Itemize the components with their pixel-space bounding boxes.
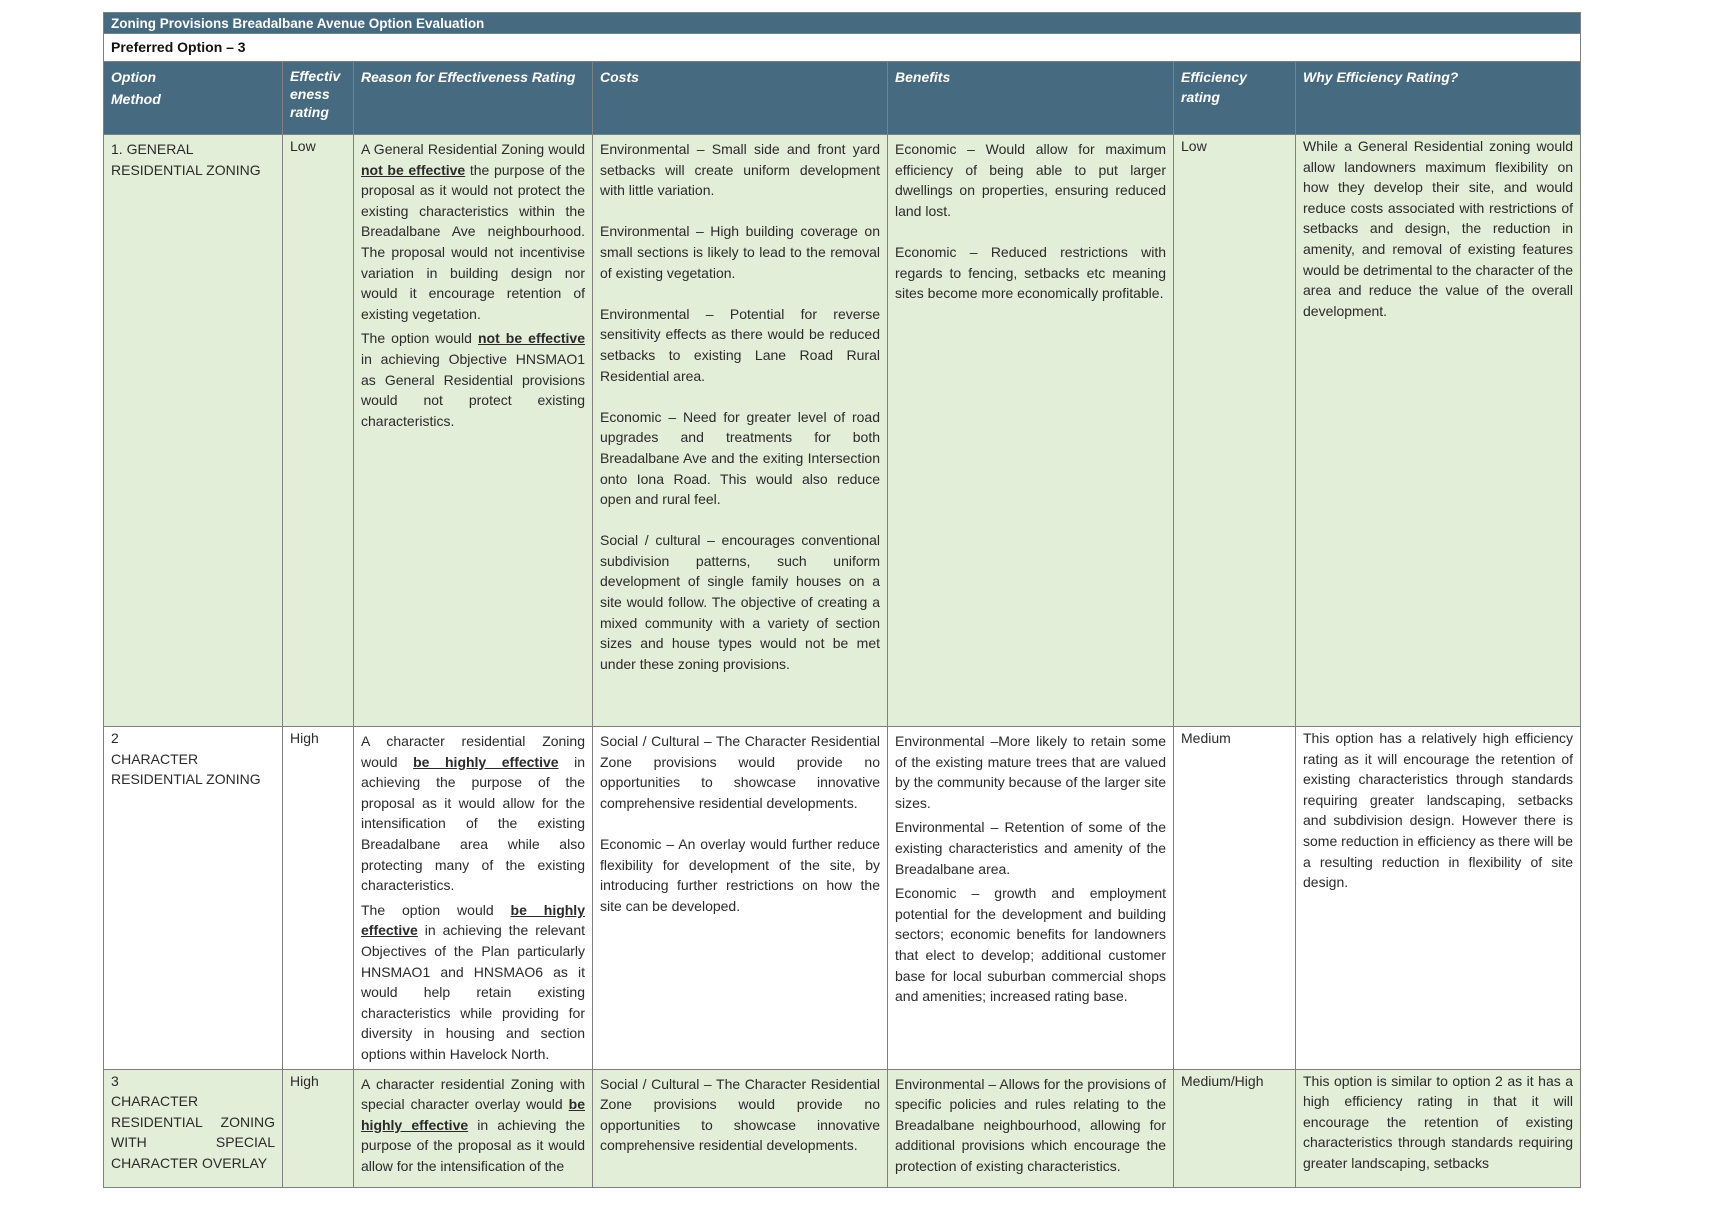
column-header-row [104, 62, 1581, 135]
table-row [104, 1069, 1581, 1187]
efficiency-rating-cell: Medium/High [1174, 1069, 1296, 1187]
cost-item: Environmental – Potential for reverse sensitivity effects as there would be reduced setbacks to existing Lane Road Rural Residential area. [600, 305, 880, 384]
option-method-cell [104, 1069, 283, 1187]
why-efficiency-cell: This option has a relatively high efficiency rating as it will encourage the retention of existing characteristics through standards requiring greater landscaping, setbacks and subdivision design. However there is some reduction in efficiency as there will be a resulting reduction in flexibility of site design. [1296, 727, 1581, 1070]
reason-paragraph: The option would be highly effective in achieving the relevant Objectives of the Plan particularly HNSMAO1 and HNSMAO6 as it would help retain existing characteristics while providing for diversity in housing and section options within Havelock North. [361, 901, 585, 1062]
cost-item: Environmental – High building coverage on small sections is likely to lead to the removal of existing vegetation. [600, 223, 880, 281]
efficiency-rating-cell: Medium [1174, 727, 1296, 1070]
reason-paragraph: The option would not be effective in achieving Objective HNSMAO1 as General Residential provisions would not protect existing characteristics. [361, 330, 585, 429]
header-effectiveness-part3: rating [290, 104, 329, 120]
preferred-option: Preferred Option – 3 [104, 34, 1581, 62]
effectiveness-emphasis: be highly effective [361, 1096, 585, 1133]
cost-item: Economic – An overlay would further reduce flexibility for development of the site, by introducing further restrictions on how the site can be developed. [600, 835, 880, 914]
table-row [104, 135, 1581, 727]
why-efficiency-cell: This option is similar to option 2 as it has a high efficiency rating in that it will encourage the retention of existing characteristics through standards requiring greater landscaping, setbacks [1296, 1069, 1581, 1187]
option-evaluation-table [103, 12, 1581, 1188]
header-effectiveness-part2: eness [290, 86, 330, 102]
option-name: GENERAL RESIDENTIAL ZONING [111, 141, 261, 178]
option-name: CHARACTER RESIDENTIAL ZONING WITH SPECIAL CHARACTER OVERLAY [111, 1093, 275, 1171]
effectiveness-emphasis: be highly effective [413, 753, 559, 770]
table-title-row [104, 13, 1581, 34]
option-name: CHARACTER RESIDENTIAL ZONING [111, 750, 261, 788]
reason-cell [354, 1069, 593, 1187]
preferred-option-row [104, 34, 1581, 62]
table-row [104, 727, 1581, 1070]
header-reason: Reason for Effectiveness Rating [354, 62, 593, 135]
cost-item: Economic – Need for greater level of road upgrades and treatments for both Breadalbane Ave and the exiting Intersection onto Iona Road. This would also reduce open and rural feel. [600, 408, 880, 508]
header-benefits: Benefits [888, 62, 1174, 135]
option-number: 3 [111, 1072, 119, 1089]
costs-cell [593, 1069, 888, 1187]
header-effectiveness-part1: Effectiv [290, 68, 341, 84]
cost-item: Social / Cultural – The Character Residential Zone provisions would provide no opportunities to showcase innovative comprehensive residential developments. [600, 733, 880, 811]
benefit-item: Economic – Reduced restrictions with regards to fencing, setbacks etc meaning sites become more economically profitable. [895, 243, 1166, 302]
option-method-cell [104, 727, 283, 1070]
efficiency-rating-cell: Low [1174, 135, 1296, 727]
effectiveness-emphasis: not be effective [361, 161, 466, 178]
benefit-item: Environmental –More likely to retain some of the existing mature trees that are valued by the community because of the larger site sizes. [895, 733, 1166, 811]
header-costs: Costs [593, 62, 888, 135]
costs-cell [593, 727, 888, 1070]
header-efficiency-rating: Efficiency rating [1174, 62, 1296, 135]
benefit-item: Economic – Would allow for maximum efficiency of being able to put larger dwellings on properties, ensuring reduced land lost. [895, 141, 1166, 219]
header-why-efficiency: Why Efficiency Rating? [1296, 62, 1581, 135]
benefit-item: Economic – growth and employment potential for the development and building sectors; economic benefits for landowners that elect to develop; additional customer base for local suburban commercial shops and amenities; increased rating base. [895, 885, 1166, 1005]
benefits-cell [888, 727, 1174, 1070]
why-efficiency-cell: While a General Residential zoning would allow landowners maximum flexibility on how they develop their site, and would reduce costs associated with restrictions of setbacks and design, the reduction in amenity, and removal of existing features would be detrimental to the character of the area and reduce the value of the overall development. [1296, 135, 1581, 727]
table-title: Zoning Provisions Breadalbane Avenue Option Evaluation [104, 13, 1581, 34]
cost-item: Social / Cultural – The Character Residential Zone provisions would provide no opportunities to showcase innovative comprehensive residential developments. [600, 1075, 880, 1154]
benefit-item: Environmental – Retention of some of the existing characteristics and amenity of the Breadalbane area. [895, 819, 1166, 877]
option-number: 2 [111, 730, 119, 746]
option-number: 1. [111, 141, 127, 157]
reason-paragraph: A character residential Zoning with special character overlay would be highly effective in achieving the purpose of the proposal as it would allow for the intensification of the [361, 1075, 585, 1174]
evaluation-table-container [103, 12, 1580, 1188]
reason-paragraph: A character residential Zoning would be highly effective in achieving the purpose of the proposal as it would allow for the intensification of the existing Breadalbane area while also protecting many of the existing characteristics. [361, 733, 585, 894]
header-effectiveness-rating [283, 62, 354, 135]
reason-paragraph: A General Residential Zoning would not be effective the purpose of the proposal as it would not protect the existing characteristics within the Breadalbane Ave neighbourhood. The proposal would not incentivise variation in building design nor would it encourage retention of existing vegetation. [361, 141, 585, 322]
effectiveness-emphasis: not be effective [477, 330, 585, 347]
effectiveness-emphasis: be highly effective [361, 901, 585, 939]
reason-cell [354, 135, 593, 727]
benefits-cell [888, 135, 1174, 727]
header-option-label: Option [111, 69, 157, 85]
effectiveness-rating-cell: High [283, 727, 354, 1070]
cost-item: Environmental – Small side and front yard setbacks will create uniform development with little variation. [600, 141, 880, 199]
header-option-method [104, 62, 283, 135]
option-method-cell [104, 135, 283, 727]
effectiveness-rating-cell: Low [283, 135, 354, 727]
benefit-item: Environmental – Allows for the provisions of specific policies and rules relating to the Breadalbane neighbourhood, allowing for additional provisions which encourage the protection of existing characteristics. [895, 1075, 1166, 1174]
reason-cell [354, 727, 593, 1070]
header-method-label: Method [111, 91, 161, 107]
cost-item: Social / cultural – encourages conventional subdivision patterns, such uniform development of single family houses on a site would follow. The objective of creating a mixed community with a variety of section sizes and house types would not be met under these zoning provisions. [600, 532, 880, 672]
costs-cell [593, 135, 888, 727]
effectiveness-rating-cell: High [283, 1069, 354, 1187]
benefits-cell [888, 1069, 1174, 1187]
